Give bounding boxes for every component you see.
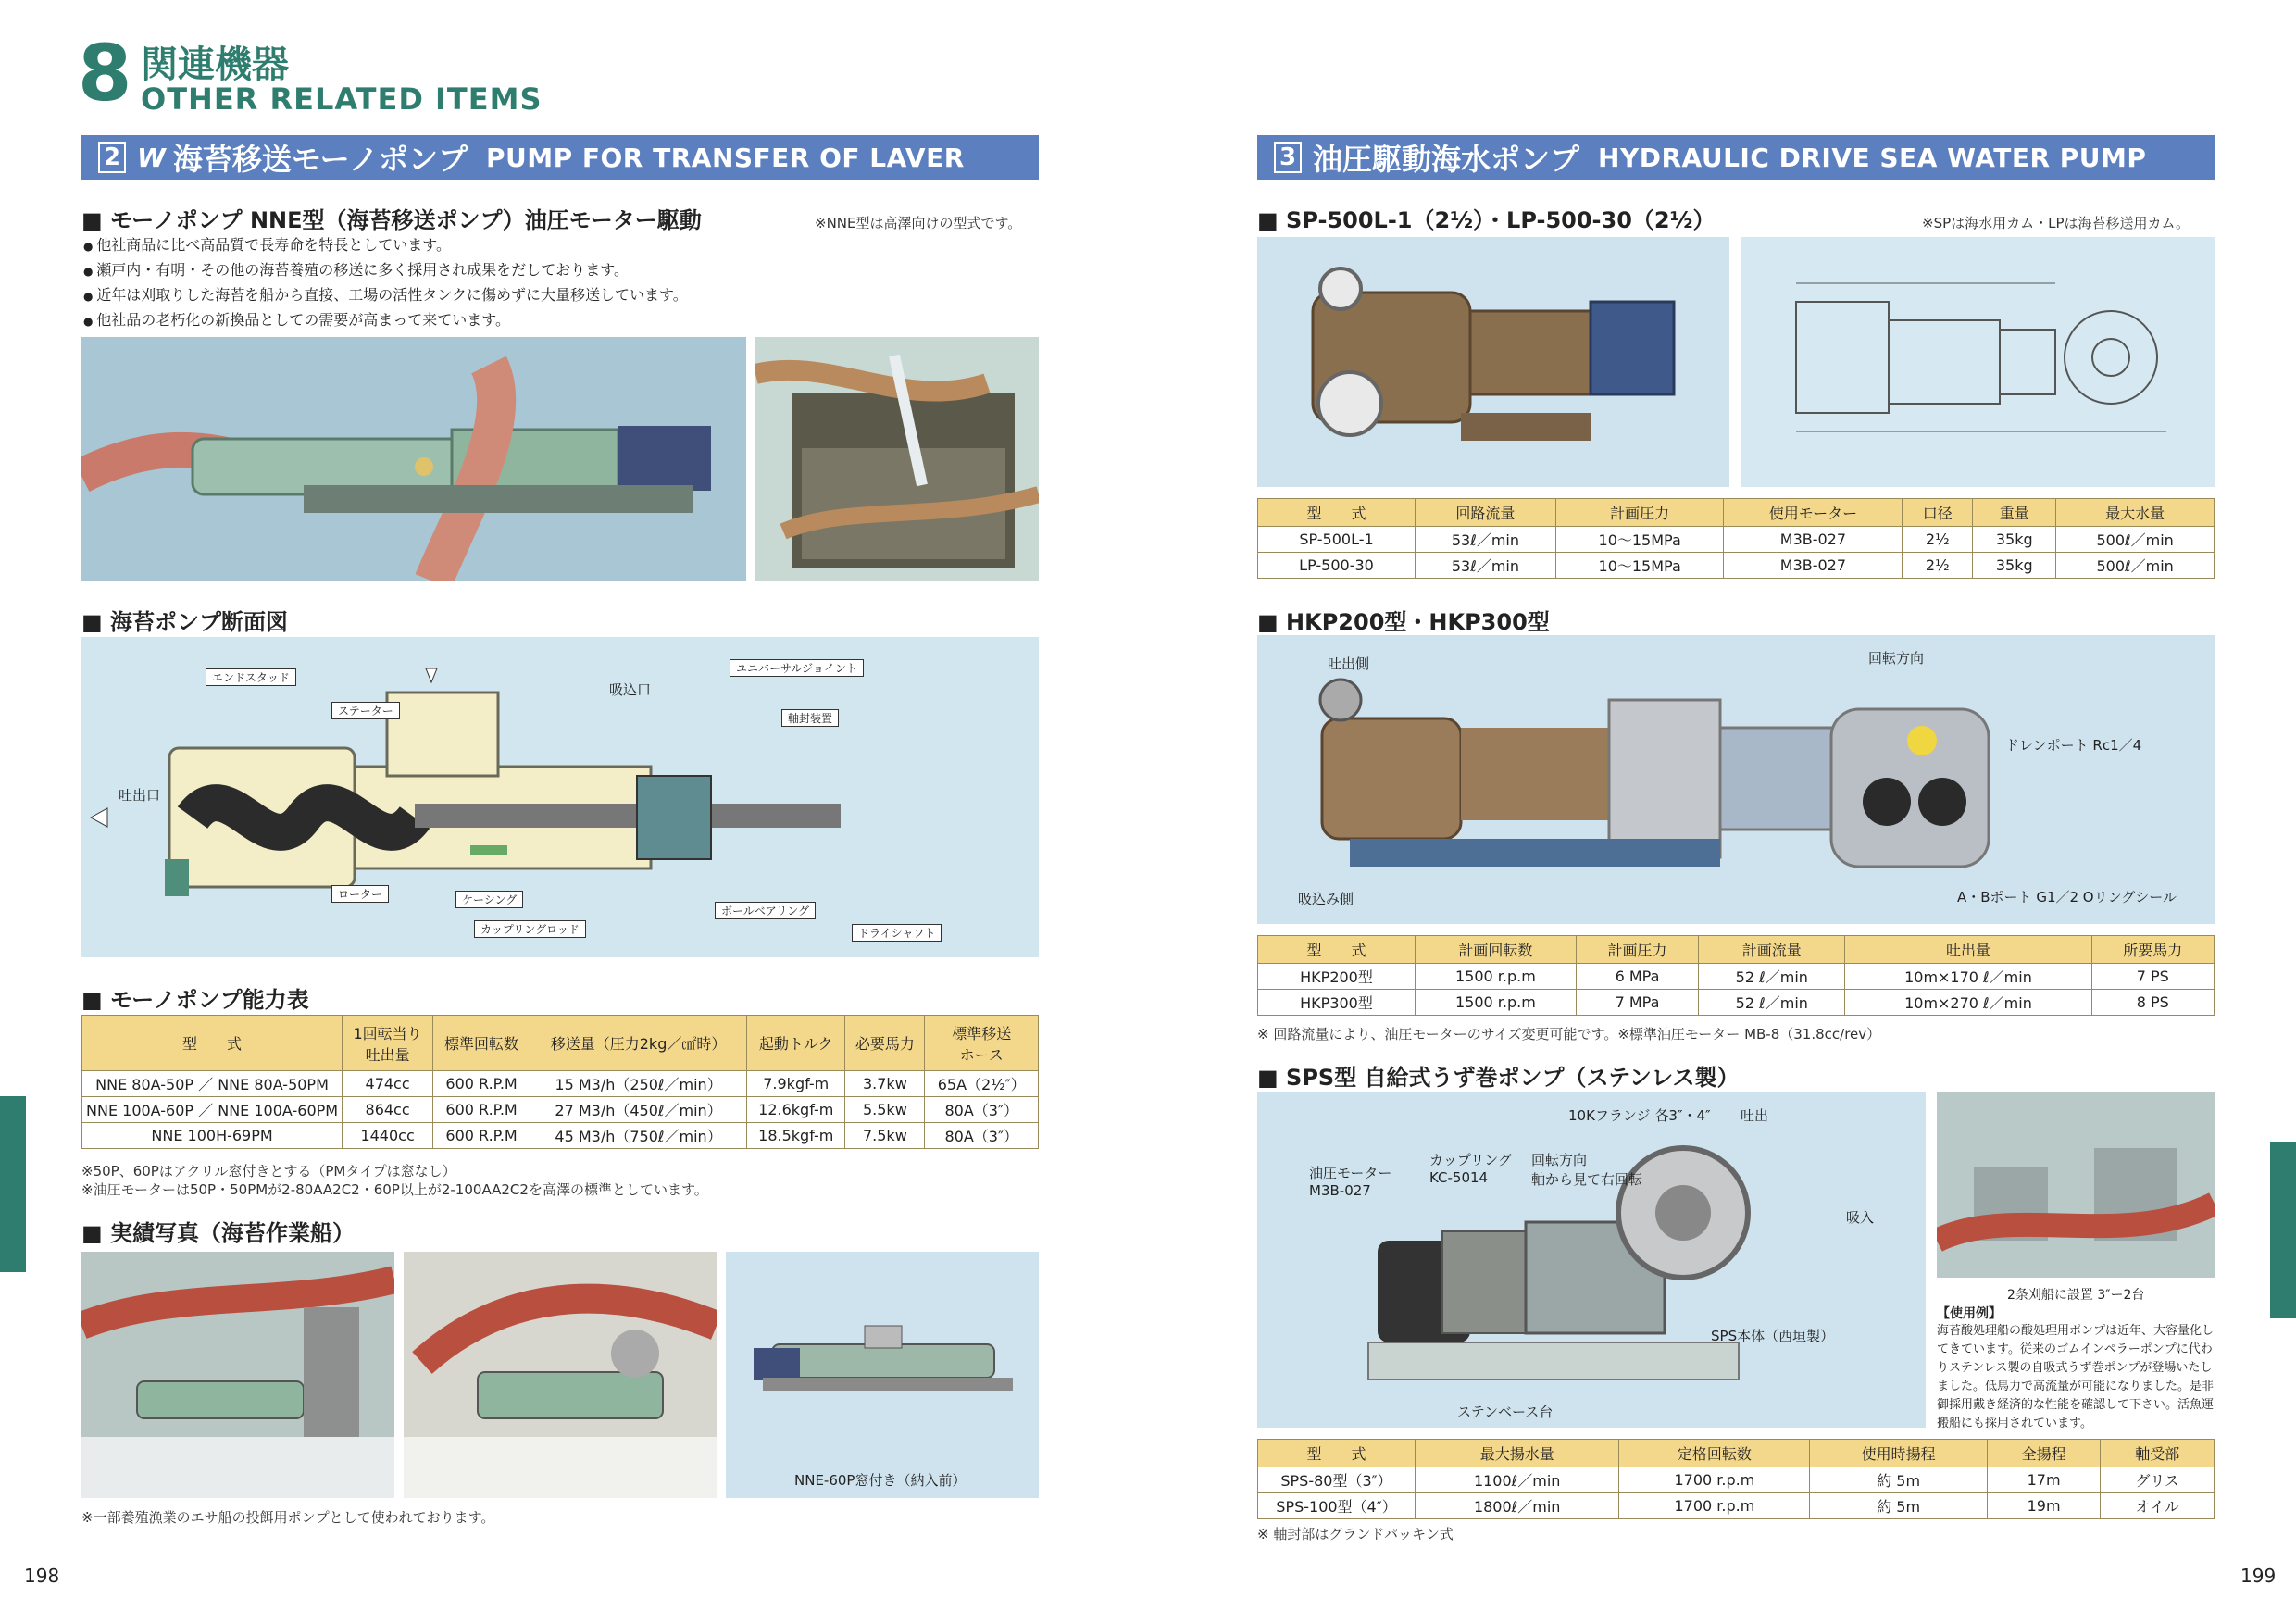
col-bore: 口径 xyxy=(1903,499,1973,527)
cell: グリス xyxy=(2101,1467,2215,1493)
col-max-flow: 最大水量 xyxy=(2056,499,2215,527)
label-universal-joint: ユニバーサルジョイント xyxy=(730,659,864,677)
cell: 10〜15MPa xyxy=(1555,553,1724,579)
label-ball-bearing: ボールベアリング xyxy=(715,902,816,919)
nne-pump-photo xyxy=(81,337,746,581)
cell: 15 M3/h（250ℓ／min） xyxy=(530,1071,747,1097)
cell: 1700 r.p.m xyxy=(1619,1467,1810,1493)
cell: 52 ℓ／min xyxy=(1699,990,1845,1016)
section-bar-laver-pump xyxy=(81,135,1039,180)
label-sps-inlet: 吸入 xyxy=(1846,1209,1875,1226)
cell: 35kg xyxy=(1973,527,2056,553)
table-row xyxy=(82,1123,1039,1149)
cell: SP-500L-1 xyxy=(1258,527,1416,553)
laver-tank-illustration xyxy=(755,337,1039,581)
col-motor: 使用モーター xyxy=(1724,499,1903,527)
cell: 18.5kgf-m xyxy=(747,1123,845,1149)
feature-item: ● 他社商品に比べ高品質で長寿命を特長としています。 xyxy=(83,233,688,258)
col-torque: 起動トルク xyxy=(747,1016,845,1071)
cell: NNE 100A-60P ／ NNE 100A-60PM xyxy=(82,1097,343,1123)
section-number: 3 xyxy=(1274,142,1302,173)
cell: M3B-027 xyxy=(1724,527,1903,553)
sps-pump-photo xyxy=(1257,1092,1926,1428)
label-casing: ケーシング xyxy=(455,891,523,908)
col-pressure: 計画圧力 xyxy=(1576,936,1698,964)
sp-pump-photo xyxy=(1257,237,1729,487)
cell: 500ℓ／min xyxy=(2056,527,2215,553)
cell: 10〜15MPa xyxy=(1555,527,1724,553)
table-row xyxy=(1258,527,2215,553)
label-sps-outlet: 吐出 xyxy=(1741,1107,1769,1124)
col-flow: 計画流量 xyxy=(1699,936,1845,964)
page-number-right: 199 xyxy=(2240,1565,2277,1587)
cell: M3B-027 xyxy=(1724,553,1903,579)
cell: 7.9kgf-m xyxy=(747,1071,845,1097)
cell: 8 PS xyxy=(2091,990,2214,1016)
col-rated-speed: 定格回転数 xyxy=(1619,1440,1810,1467)
cell: 5.5kw xyxy=(845,1097,925,1123)
cell: 1500 r.p.m xyxy=(1416,964,1577,990)
capacity-heading: ■ モーノポンプ能力表 xyxy=(81,981,309,1014)
col-max-flow: 最大揚水量 xyxy=(1416,1440,1619,1467)
cell: オイル xyxy=(2101,1493,2215,1519)
usage-title: 【使用例】 xyxy=(1937,1306,2002,1321)
hkp-pump-photo xyxy=(1257,635,2215,924)
label-suction-side: 吸込み側 xyxy=(1298,891,1354,907)
section-bar-sea-water-pump xyxy=(1257,135,2215,180)
nne-60p-photo xyxy=(726,1252,1039,1498)
cell: SPS-80型（3″） xyxy=(1258,1467,1416,1493)
col-model: 型 式 xyxy=(1258,499,1416,527)
cell: LP-500-30 xyxy=(1258,553,1416,579)
table-row xyxy=(1258,964,2215,990)
cell: 45 M3/h（750ℓ／min） xyxy=(530,1123,747,1149)
cell: 約 5m xyxy=(1810,1467,1987,1493)
cell: 6 MPa xyxy=(1576,964,1698,990)
sps-installed-caption: 2条刈船に設置 3″ー2台 xyxy=(2007,1288,2145,1303)
cell: 19m xyxy=(1987,1493,2101,1519)
photo-note: ※一部養殖漁業のエサ船の投餌用ポンプとして使われております。 xyxy=(81,1509,495,1526)
label-sps-body: SPS本体（西垣製） xyxy=(1711,1328,1835,1344)
col-circuit-flow: 回路流量 xyxy=(1416,499,1556,527)
left-side-tab xyxy=(0,1096,26,1272)
work-boat-photo-2 xyxy=(404,1252,717,1498)
section-title-jp: 油圧駆動海水ポンプ xyxy=(1313,142,1580,177)
nne-60p-caption: NNE-60P窓付き（納入前） xyxy=(794,1472,967,1489)
cell: 52 ℓ／min xyxy=(1699,964,1845,990)
col-model: 型 式 xyxy=(1258,936,1416,964)
cell: 600 R.P.M xyxy=(433,1097,530,1123)
col-pressure: 計画圧力 xyxy=(1555,499,1724,527)
cell: 65A（2½″） xyxy=(925,1071,1039,1097)
label-drain-port: ドレンポート Rc1／4 xyxy=(2005,737,2142,754)
feature-list xyxy=(83,233,688,333)
pump-cross-section xyxy=(81,637,1039,957)
chapter-title-en: OTHER RELATED ITEMS xyxy=(141,81,543,117)
nne-note: ※NNE型は高澤向けの型式です。 xyxy=(815,215,1022,231)
hkp-pump-illustration xyxy=(1257,635,2215,924)
cell: 7.5kw xyxy=(845,1123,925,1149)
col-bearing: 軸受部 xyxy=(2101,1440,2215,1467)
sp-note: ※SPは海水用カム・LPは海苔移送用カム。 xyxy=(1922,215,2190,231)
brand-logo: W xyxy=(137,142,166,173)
cell: 10m×270 ℓ／min xyxy=(1845,990,2091,1016)
capacity-note-1: ※50P、60Pはアクリル窓付きとする（PMタイプは窓なし） xyxy=(81,1163,456,1180)
table-row xyxy=(1258,990,2215,1016)
section-title-jp: 海苔移送モーノポンプ xyxy=(172,142,468,177)
table-row xyxy=(82,1071,1039,1097)
right-side-tab xyxy=(2270,1142,2296,1318)
table-header-row xyxy=(1258,936,2215,964)
label-end-stud: エンドスタッド xyxy=(206,668,296,686)
cell: 53ℓ／min xyxy=(1416,553,1556,579)
cell: 7 PS xyxy=(2091,964,2214,990)
section-title-en: PUMP FOR TRANSFER OF LAVER xyxy=(485,142,965,173)
cell: HKP300型 xyxy=(1258,990,1416,1016)
cell: 864cc xyxy=(343,1097,433,1123)
sps-heading: ■ SPS型 自給式うず巻ポンプ（ステンレス製） xyxy=(1257,1059,1740,1092)
work-boat-photo-1 xyxy=(81,1252,394,1498)
col-operating-head: 使用時揚程 xyxy=(1810,1440,1987,1467)
table-header-row xyxy=(1258,499,2215,527)
sps-pump-illustration xyxy=(1257,1092,1926,1428)
feature-item: ● 他社品の老朽化の新換品としての需要が高まって来ています。 xyxy=(83,308,688,333)
cell: 80A（3″） xyxy=(925,1123,1039,1149)
label-rotor: ローター xyxy=(331,885,389,903)
col-total-head: 全揚程 xyxy=(1987,1440,2101,1467)
sp-dimension-illustration xyxy=(1741,237,2215,487)
table-row xyxy=(1258,553,2215,579)
hkp-note: ※ 回路流量により、油圧モーターのサイズ変更可能です。※標準油圧モーター MB-8（31.8cc/rev） xyxy=(1257,1026,1881,1042)
sp-pump-illustration xyxy=(1257,237,1729,487)
feature-item: ● 近年は刈取りした海苔を船から直接、工場の活性タンクに傷めずに大量移送しています。 xyxy=(83,283,688,308)
cell: 7 MPa xyxy=(1576,990,1698,1016)
work-boat-illustration-1 xyxy=(81,1252,394,1498)
label-inlet: 吸込口 xyxy=(609,681,652,698)
photo-heading: ■ 実績写真（海苔作業船） xyxy=(81,1215,355,1247)
label-sps-rotation: 回転方向 軸から見て右回転 xyxy=(1531,1152,1643,1188)
page-number-left: 198 xyxy=(24,1565,60,1587)
label-outlet: 吐出口 xyxy=(119,787,161,804)
cell: 1500 r.p.m xyxy=(1416,990,1577,1016)
table-row xyxy=(1258,1467,2215,1493)
capacity-note-2: ※油圧モーターは50P・50PMが2-80AA2C2・60P以上が2-100AA2C2を高澤の標準としています。 xyxy=(81,1181,708,1198)
cell: 500ℓ／min xyxy=(2056,553,2215,579)
col-power: 必要馬力 xyxy=(845,1016,925,1071)
cell: NNE 100H-69PM xyxy=(82,1123,343,1149)
sp-dimension-drawing xyxy=(1741,237,2215,487)
cell: NNE 80A-50P ／ NNE 80A-50PM xyxy=(82,1071,343,1097)
chapter-number: 8 xyxy=(78,28,132,119)
col-rated-speed: 計画回転数 xyxy=(1416,936,1577,964)
cell: 1800ℓ／min xyxy=(1416,1493,1619,1519)
label-coupling-rod: カップリングロッド xyxy=(474,920,586,938)
feature-item: ● 瀬戸内・有明・その他の海苔養殖の移送に多く採用され成果をだしております。 xyxy=(83,258,688,283)
cell: 1440cc xyxy=(343,1123,433,1149)
cell: HKP200型 xyxy=(1258,964,1416,990)
col-speed: 標準回転数 xyxy=(433,1016,530,1071)
cell: 12.6kgf-m xyxy=(747,1097,845,1123)
cell: 約 5m xyxy=(1810,1493,1987,1519)
table-header-row xyxy=(82,1016,1039,1071)
work-boat-illustration-2 xyxy=(404,1252,717,1498)
nne-pump-illustration xyxy=(81,337,746,581)
diagram-heading: ■ 海苔ポンプ断面図 xyxy=(81,604,288,636)
table-row xyxy=(1258,1493,2215,1519)
cell: 2½ xyxy=(1903,527,1973,553)
sps-installed-photo xyxy=(1937,1092,2215,1278)
label-hydraulic-motor: 油圧モーター M3B-027 xyxy=(1309,1165,1392,1199)
cell: 1700 r.p.m xyxy=(1619,1493,1810,1519)
cell: 600 R.P.M xyxy=(433,1071,530,1097)
col-model: 型 式 xyxy=(1258,1440,1416,1467)
cell: 53ℓ／min xyxy=(1416,527,1556,553)
cell: 474cc xyxy=(343,1071,433,1097)
label-shaft-seal: 軸封装置 xyxy=(781,709,839,727)
col-weight: 重量 xyxy=(1973,499,2056,527)
cell: 2½ xyxy=(1903,553,1973,579)
label-discharge-side: 吐出側 xyxy=(1328,655,1370,672)
nne-60p-illustration xyxy=(726,1252,1039,1498)
col-flow: 移送量（圧力2kg／㎠時） xyxy=(530,1016,747,1071)
sp-table xyxy=(1257,498,2215,579)
sp-heading: ■ SP-500L-1（2½）・LP-500-30（2½） xyxy=(1257,202,1715,234)
col-power: 所要馬力 xyxy=(2091,936,2214,964)
sps-table xyxy=(1257,1439,2215,1519)
usage-text: 海苔酸処理船の酸処理用ポンプは近年、大容量化してきています。従来のゴムインペラーポンプに代わりステンレス製の自吸式うず巻ポンプが登場いたしました。低馬力で高流量が可能になりました。是非御採用戴き経済的な性能を確認して下さい。活魚運搬船にも採用されています。 xyxy=(1937,1324,2215,1430)
label-rotation: 回転方向 xyxy=(1868,650,1925,667)
col-displacement: 1回転当り 吐出量 xyxy=(343,1016,433,1071)
hkp-table xyxy=(1257,935,2215,1016)
label-stator: ステーター xyxy=(331,702,400,719)
hkp-heading: ■ HKP200型・HKP300型 xyxy=(1257,604,1550,636)
cell: 35kg xyxy=(1973,553,2056,579)
capacity-table xyxy=(81,1015,1039,1149)
col-hose: 標準移送 ホース xyxy=(925,1016,1039,1071)
sps-note: ※ 軸封部はグランドパッキン式 xyxy=(1257,1526,1454,1542)
cell: 17m xyxy=(1987,1467,2101,1493)
cell: 80A（3″） xyxy=(925,1097,1039,1123)
table-row xyxy=(82,1097,1039,1123)
laver-tank-photo xyxy=(755,337,1039,581)
cell: 1100ℓ／min xyxy=(1416,1467,1619,1493)
cell: 10m×170 ℓ／min xyxy=(1845,964,2091,990)
sps-installed-illustration xyxy=(1937,1092,2215,1278)
label-ab-port: A・Bポート G1／2 Oリングシール xyxy=(1957,889,2177,905)
cell: 600 R.P.M xyxy=(433,1123,530,1149)
label-stainless-base: ステンベース台 xyxy=(1457,1404,1554,1420)
table-header-row xyxy=(1258,1440,2215,1467)
col-discharge: 吐出量 xyxy=(1845,936,2091,964)
section-title-en: HYDRAULIC DRIVE SEA WATER PUMP xyxy=(1598,142,2147,173)
section-number: 2 xyxy=(98,142,126,173)
chapter-title-jp: 関連機器 xyxy=(141,44,289,86)
label-flange: 10Kフランジ 各3″・4″ xyxy=(1568,1107,1711,1124)
label-coupling: カップリング KC-5014 xyxy=(1429,1152,1512,1186)
cell: 27 M3/h（450ℓ／min） xyxy=(530,1097,747,1123)
cell: 3.7kw xyxy=(845,1071,925,1097)
label-drive-shaft: ドライシャフト xyxy=(852,924,942,942)
nne-heading: ■ モーノポンプ NNE型（海苔移送ポンプ）油圧モーター駆動 xyxy=(81,202,702,234)
cell: SPS-100型（4″） xyxy=(1258,1493,1416,1519)
col-model: 型 式 xyxy=(82,1016,343,1071)
